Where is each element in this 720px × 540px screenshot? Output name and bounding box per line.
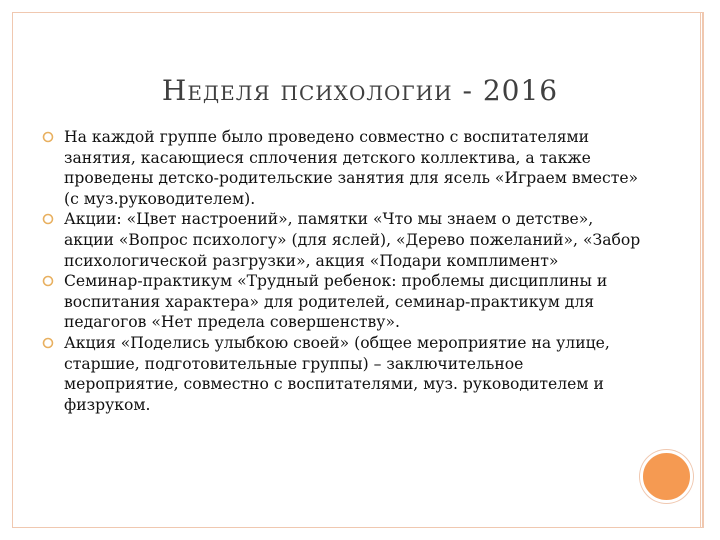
list-item [42,271,642,333]
slide-title: Неделя психологии - 2016 [161,74,559,107]
list-item-text: На каждой группе было проведено совместно с воспитателями занятия, касающиеся сплочения детского коллектива, а также проведены детско-родительские занятия для ясель «Играем вместе» (с муз.руководителем). [64,128,639,208]
list-item-text: Семинар-практикум «Трудный ребенок: проблемы дисциплины и воспитания характера» для родителей, семинар-практикум для педагогов «Нет предела совершенству». [64,272,608,332]
list-item-text: Акции: «Цвет настроений», памятки «Что мы знаем о детстве», акции «Вопрос психологу» (для яслей), «Дерево пожеланий», «Забор психологической разгрузки», акция «Подари комплимент» [64,210,641,270]
circle-outline-bullet-icon [42,131,54,143]
list-item [42,127,642,209]
circle-outline-bullet-icon [42,213,54,225]
list-item [42,209,642,271]
list-item [42,333,642,415]
decorative-circle [640,450,693,503]
list-item-text: Акция «Поделись улыбкою своей» (общее мероприятие на улице, старшие, подготовительные группы) – заключительное мероприятие, совместно с воспитателями, муз. руководителем и физруком. [64,333,610,414]
bullet-list [42,127,642,415]
circle-outline-bullet-icon [42,275,54,287]
circle-outline-bullet-icon [42,337,54,349]
